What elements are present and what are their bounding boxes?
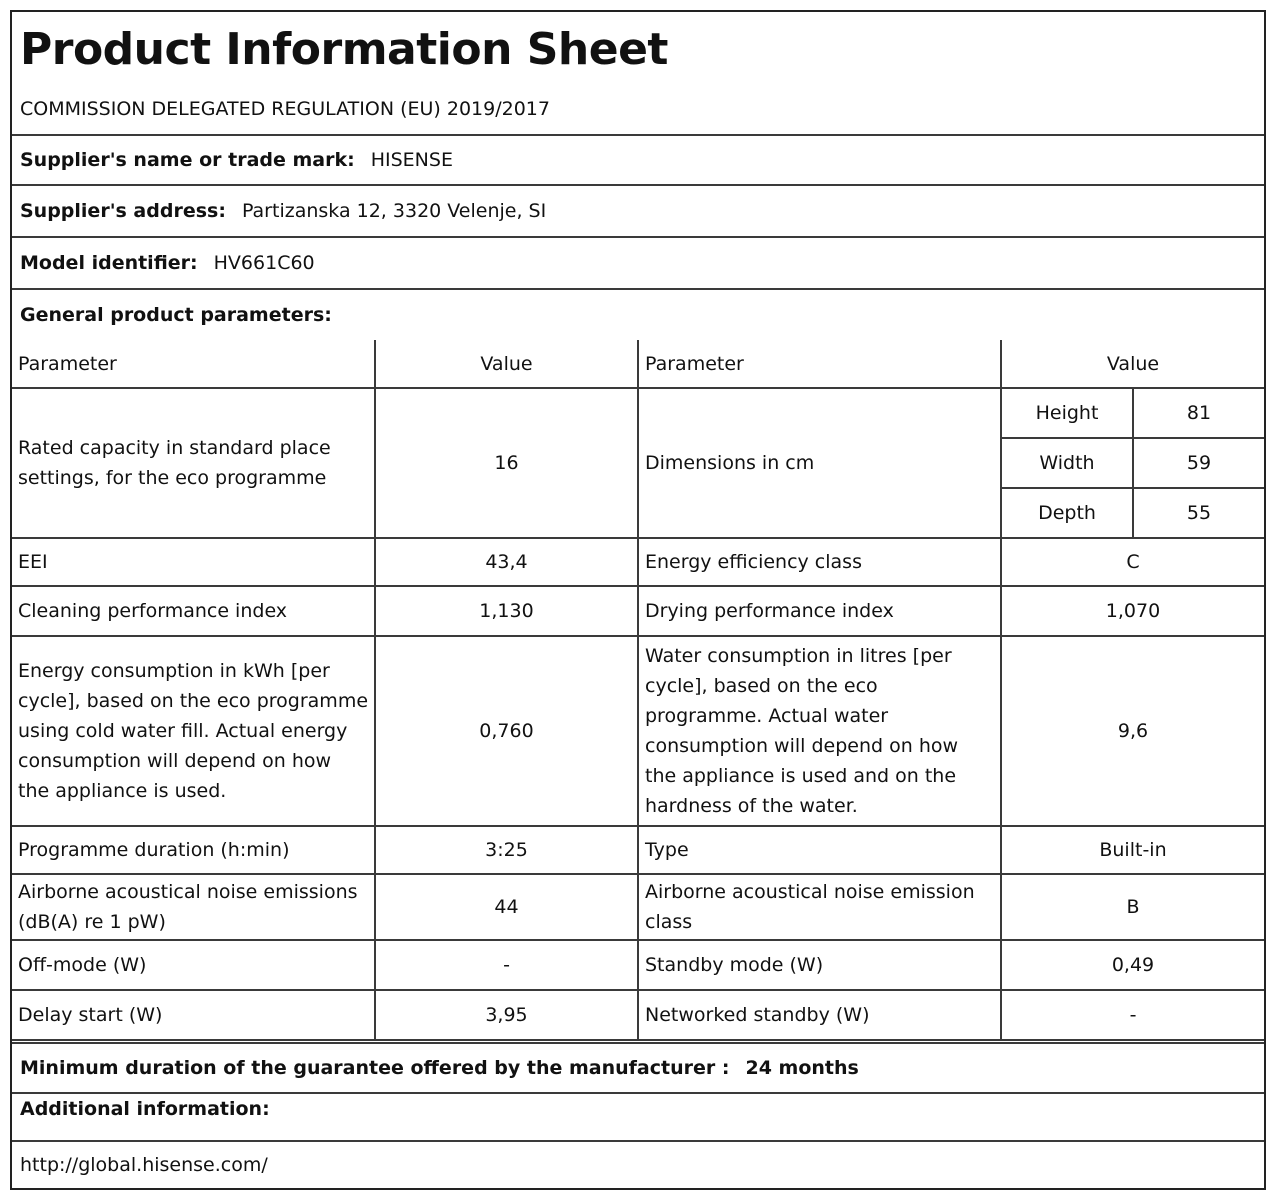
- networked-standby-value: -: [1001, 990, 1264, 1040]
- networked-standby-label: Networked standby (W): [638, 990, 1001, 1040]
- programme-duration-label: Programme duration (h:min): [12, 826, 375, 874]
- rated-capacity-value: 16: [375, 388, 638, 538]
- depth-value: 55: [1186, 502, 1212, 524]
- website-url: http://global.hisense.com/: [20, 1154, 268, 1176]
- general-parameters-label: General product parameters:: [20, 304, 332, 326]
- off-mode-label: Off-mode (W): [12, 940, 375, 990]
- type-value: Built-in: [1001, 826, 1264, 874]
- page-title: Product Information Sheet: [20, 24, 668, 75]
- supplier-name-label: Supplier's name or trade mark:: [20, 149, 355, 171]
- cleaning-index-label: Cleaning performance index: [12, 586, 375, 636]
- supplier-address-value: Partizanska 12, 3320 Velenje, SI: [241, 200, 547, 222]
- guarantee-value: 24 months: [745, 1057, 859, 1079]
- standby-mode-value: 0,49: [1001, 940, 1264, 990]
- parameters-table: [12, 340, 1264, 1041]
- column-header-parameter: Parameter: [638, 340, 1001, 388]
- general-parameters-row: [12, 290, 1264, 340]
- supplier-name-row: [12, 136, 1264, 186]
- guarantee-label: Minimum duration of the guarantee offered by the manufacturer :: [20, 1057, 730, 1079]
- model-identifier-value: HV661C60: [213, 252, 315, 274]
- energy-consumption-label: Energy consumption in kWh [per cycle], based on the eco programme using cold water fill. Actual energy consumption will depend on how the appliance is used.: [12, 636, 375, 826]
- eei-label: EEI: [12, 538, 375, 586]
- regulation-text: COMMISSION DELEGATED REGULATION (EU) 2019/2017: [20, 98, 550, 120]
- off-mode-value: -: [375, 940, 638, 990]
- url-row: [12, 1142, 1264, 1188]
- delay-start-label: Delay start (W): [12, 990, 375, 1040]
- table-row: [12, 388, 1264, 538]
- supplier-address-label: Supplier's address:: [20, 200, 226, 222]
- drying-index-value: 1,070: [1001, 586, 1264, 636]
- width-value: 59: [1133, 438, 1264, 488]
- depth-label: Depth: [1002, 488, 1133, 537]
- water-consumption-value: 9,6: [1001, 636, 1264, 826]
- product-information-sheet: [10, 10, 1266, 1190]
- noise-emissions-label: Airborne acoustical noise emissions (dB(A) re 1 pW): [12, 874, 375, 940]
- rated-capacity-label: Rated capacity in standard place settings, for the eco programme: [12, 388, 375, 538]
- sheet-header: [12, 12, 1264, 136]
- table-header-row: [12, 340, 1264, 388]
- energy-consumption-value: 0,760: [375, 636, 638, 826]
- table-row: [12, 874, 1264, 940]
- height-label: Height: [1002, 389, 1133, 438]
- column-header-value: Value: [1001, 340, 1264, 388]
- supplier-address-row: [12, 186, 1264, 238]
- additional-info-label: Additional information:: [20, 1098, 270, 1120]
- supplier-name-value: HISENSE: [370, 149, 453, 171]
- noise-class-value: B: [1001, 874, 1264, 940]
- model-identifier-label: Model identifier:: [20, 252, 198, 274]
- type-label: Type: [638, 826, 1001, 874]
- programme-duration-value: 3:25: [375, 826, 638, 874]
- table-row: [12, 940, 1264, 990]
- table-row: [12, 538, 1264, 586]
- column-header-parameter: Parameter: [12, 340, 375, 388]
- drying-index-label: Drying performance index: [638, 586, 1001, 636]
- dimensions-label: Dimensions in cm: [638, 388, 1001, 538]
- model-identifier-row: [12, 238, 1264, 290]
- water-consumption-label: Water consumption in litres [per cycle], based on the eco programme. Actual water consumption will depend on how the appliance is used and on the hardness of the water.: [638, 636, 1001, 826]
- table-row: [12, 826, 1264, 874]
- column-header-value: Value: [375, 340, 638, 388]
- table-row: [12, 990, 1264, 1040]
- dimensions-cell: [1001, 388, 1264, 538]
- table-row: [12, 586, 1264, 636]
- guarantee-row: [12, 1042, 1264, 1094]
- height-value: 81: [1133, 389, 1264, 438]
- dimensions-table: [1002, 389, 1264, 537]
- noise-emissions-value: 44: [375, 874, 638, 940]
- table-row: [12, 636, 1264, 826]
- energy-class-label: Energy efficiency class: [638, 538, 1001, 586]
- width-label: Width: [1002, 438, 1133, 488]
- energy-class-value: C: [1001, 538, 1264, 586]
- standby-mode-label: Standby mode (W): [638, 940, 1001, 990]
- cleaning-index-value: 1,130: [375, 586, 638, 636]
- delay-start-value: 3,95: [375, 990, 638, 1040]
- eei-value: 43,4: [375, 538, 638, 586]
- noise-class-label: Airborne acoustical noise emission class: [638, 874, 1001, 940]
- additional-info-row: [12, 1094, 1264, 1142]
